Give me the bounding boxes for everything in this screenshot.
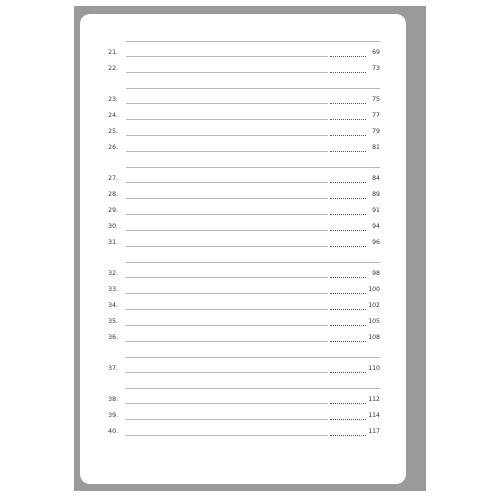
page-number: 91 (372, 207, 380, 214)
entry-number: 36. (108, 334, 118, 341)
page-number: 98 (372, 270, 380, 277)
page-number: 73 (372, 65, 380, 72)
entry-last-line (126, 223, 380, 231)
entry-title-line (126, 349, 380, 358)
entry-title-line (126, 286, 328, 294)
entry-title-line (126, 33, 380, 42)
toc-entry (80, 152, 406, 183)
dot-leader (330, 239, 366, 247)
entry-number: 25. (108, 128, 118, 135)
dot-leader (330, 286, 366, 294)
entry-last-line (126, 191, 380, 199)
entry-last-line (126, 239, 380, 247)
entry-number: 21. (108, 49, 118, 56)
entry-last-line (126, 318, 380, 326)
entry-last-line (126, 286, 380, 294)
entry-title-line (126, 175, 328, 183)
toc-entry (80, 120, 406, 136)
entry-body (126, 65, 406, 73)
entry-last-line (126, 396, 380, 404)
page-number: 110 (368, 365, 380, 372)
entry-body (126, 159, 406, 183)
toc-entry (80, 183, 406, 199)
toc-entry (80, 199, 406, 215)
toc-entry (80, 404, 406, 420)
entry-number: 27. (108, 175, 118, 182)
dot-leader (330, 365, 366, 373)
entry-last-line (126, 270, 380, 278)
dot-leader (330, 334, 366, 342)
entry-number: 22. (108, 65, 118, 72)
entry-title-line (126, 128, 328, 136)
entry-last-line (126, 302, 380, 310)
entry-body (126, 191, 406, 199)
page-number: 81 (372, 144, 380, 151)
entry-title-line (126, 112, 328, 120)
entry-last-line (126, 428, 380, 436)
dot-leader (330, 412, 366, 420)
dot-leader (330, 49, 366, 57)
page-number: 114 (368, 412, 380, 419)
entry-body (126, 318, 406, 326)
dot-leader (330, 396, 366, 404)
dot-leader (330, 270, 366, 278)
entry-title-line (126, 159, 380, 168)
entry-body (126, 302, 406, 310)
entry-title-line (126, 412, 328, 420)
entry-body (126, 223, 406, 231)
entry-last-line (126, 412, 380, 420)
dot-leader (330, 175, 366, 183)
toc-entry (80, 294, 406, 310)
toc-entry (80, 215, 406, 231)
toc-entry (80, 57, 406, 73)
entry-number: 34. (108, 302, 118, 309)
entry-title-line (126, 270, 328, 278)
toc-entry (80, 247, 406, 278)
entry-title-line (126, 144, 328, 152)
entry-number: 32. (108, 270, 118, 277)
page-number: 89 (372, 191, 380, 198)
page-number: 108 (368, 334, 380, 341)
toc-entry (80, 326, 406, 342)
entry-body (126, 412, 406, 420)
dot-leader (330, 144, 366, 152)
dot-leader (330, 191, 366, 199)
entry-body (126, 349, 406, 373)
entry-title-line (126, 239, 328, 247)
page-number: 96 (372, 239, 380, 246)
entry-body (126, 80, 406, 104)
page-number: 77 (372, 112, 380, 119)
entry-title-line (126, 302, 328, 310)
dot-leader (330, 223, 366, 231)
entry-body (126, 128, 406, 136)
entry-title-line (126, 318, 328, 326)
entry-body (126, 428, 406, 436)
entry-last-line (126, 49, 380, 57)
entry-title-line (126, 96, 328, 104)
entry-title-line (126, 207, 328, 215)
page-number: 102 (368, 302, 380, 309)
entry-title-line (126, 191, 328, 199)
dot-leader (330, 112, 366, 120)
dot-leader (330, 318, 366, 326)
entry-body (126, 380, 406, 404)
entry-number: 39. (108, 412, 118, 419)
toc-entry (80, 231, 406, 247)
entry-title-line (126, 396, 328, 404)
entry-title-line (126, 365, 328, 373)
entry-last-line (126, 96, 380, 104)
page-number: 69 (372, 49, 380, 56)
entry-title-line (126, 49, 328, 57)
entry-number: 40. (108, 428, 118, 435)
entry-number: 35. (108, 318, 118, 325)
entry-last-line (126, 128, 380, 136)
entry-last-line (126, 175, 380, 183)
entry-last-line (126, 112, 380, 120)
entry-number: 24. (108, 112, 118, 119)
entry-body (126, 33, 406, 57)
entry-body (126, 286, 406, 294)
entry-title-line (126, 380, 380, 389)
toc-entry (80, 104, 406, 120)
page-number: 79 (372, 128, 380, 135)
dot-leader (330, 96, 366, 104)
toc-entry (80, 73, 406, 104)
entry-last-line (126, 334, 380, 342)
entry-number: 33. (108, 286, 118, 293)
page-number: 105 (368, 318, 380, 325)
toc-page (80, 14, 406, 484)
toc-entry (80, 310, 406, 326)
entry-number: 31. (108, 239, 118, 246)
page-number: 112 (368, 396, 380, 403)
page-number: 100 (368, 286, 380, 293)
entry-body (126, 254, 406, 278)
toc-entry (80, 278, 406, 294)
entry-last-line (126, 365, 380, 373)
page-number: 75 (372, 96, 380, 103)
toc-list (80, 26, 406, 436)
toc-entry (80, 342, 406, 373)
entry-title-line (126, 80, 380, 89)
entry-number: 23. (108, 96, 118, 103)
entry-last-line (126, 207, 380, 215)
entry-number: 29. (108, 207, 118, 214)
toc-entry (80, 136, 406, 152)
dot-leader (330, 65, 366, 73)
entry-title-line (126, 223, 328, 231)
toc-entry (80, 373, 406, 404)
toc-entry (80, 420, 406, 436)
entry-body (126, 239, 406, 247)
dot-leader (330, 207, 366, 215)
dot-leader (330, 302, 366, 310)
entry-last-line (126, 144, 380, 152)
entry-number: 38. (108, 396, 118, 403)
entry-title-line (126, 428, 328, 436)
dot-leader (330, 128, 366, 136)
entry-last-line (126, 65, 380, 73)
entry-number: 26. (108, 144, 118, 151)
entry-number: 28. (108, 191, 118, 198)
page-number: 94 (372, 223, 380, 230)
page-number: 117 (368, 428, 380, 435)
entry-body (126, 144, 406, 152)
entry-body (126, 207, 406, 215)
entry-number: 37. (108, 365, 118, 372)
entry-title-line (126, 65, 328, 73)
entry-number: 30. (108, 223, 118, 230)
entry-body (126, 112, 406, 120)
entry-title-line (126, 254, 380, 263)
entry-body (126, 334, 406, 342)
page-number: 84 (372, 175, 380, 182)
entry-title-line (126, 334, 328, 342)
dot-leader (330, 428, 366, 436)
toc-entry (80, 26, 406, 57)
